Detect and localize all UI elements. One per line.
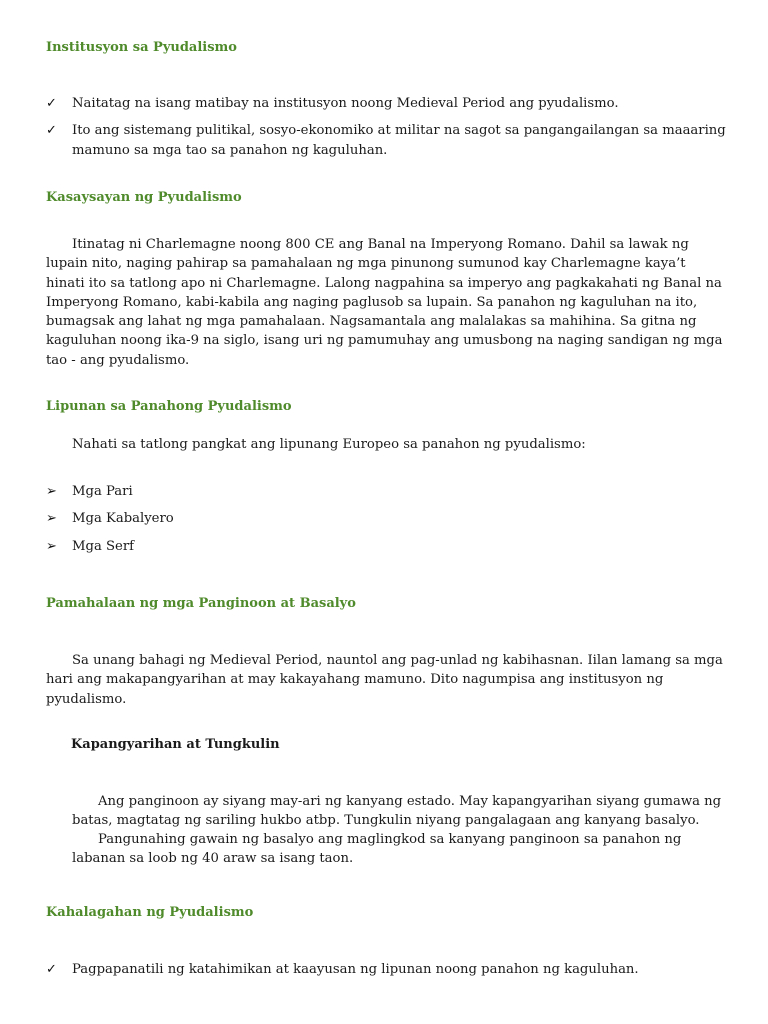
section-heading-pamahalaan: Pamahalaan ng mga Panginoon at Basalyo	[46, 596, 356, 611]
arrow-bullet-icon: ➢	[46, 484, 57, 499]
section-heading-institusyon: Institusyon sa Pyudalismo	[46, 40, 237, 55]
paragraph-basalyo: Pangunahing gawain ng basalyo ang maglingkod sa kanyang panginoon sa panahon ng labanan sa loob ng 40 araw sa isang taon.	[72, 832, 682, 867]
list-item	[46, 94, 736, 113]
paragraph-pamahalaan: Sa unang bahagi ng Medieval Period, nauntol ang pag-unlad ng kabihasnan. Iilan lamang sa mga hari ang makapangyarihan at may kakayahang mamuno. Dito nagumpisa ang institusyon ng pyudalismo.	[46, 653, 723, 707]
section-heading-kasaysayan: Kasaysayan ng Pyudalismo	[46, 190, 242, 205]
paragraph-kasaysayan: Itinatag ni Charlemagne noong 800 CE ang Banal na Imperyong Romano. Dahil sa lawak ng lupain nito, naging pahirap sa pamahalaan ng mga pinunong sumunod kay Charlemagne kaya’t hinati ito sa tatlong apo ni Charlemagne. Lalong nagpahina sa imperyo ang pagkakahati ng Banal na Imperyong Romano, kabi-kabila ang naging paglusob sa lupain. Sa panahon ng kaguluhan na ito, bumagsak ang lahat ng mga pamahalaan. Nagsamantala ang malalakas sa mahihina. Sa gitna ng kaguluhan noong ika-9 na siglo, isang uri ng pamumuhay ang umusbong na naging sandigan ng mga tao - ang pyudalismo.	[46, 237, 723, 368]
list-item	[46, 960, 736, 979]
paragraph-lipunan-intro: Nahati sa tatlong pangkat ang lipunang Europeo sa panahon ng pyudalismo:	[72, 437, 586, 452]
list-item-text: Pagpapanatili ng katahimikan at kaayusan ng lipunan noong panahon ng kaguluhan.	[72, 962, 639, 977]
subheading-kapangyarihan: Kapangyarihan at Tungkulin	[71, 737, 280, 752]
checkmark-icon: ✓	[46, 123, 57, 139]
list-item-text: Naitatag na isang matibay na institusyon noong Medieval Period ang pyudalismo.	[72, 96, 619, 111]
paragraph-panginoon: Ang panginoon ay siyang may-ari ng kanyang estado. May kapangyarihan siyang gumawa ng batas, magtatag ng sariling hukbo atbp. Tungkulin niyang pangalagaan ang kanyang basalyo.	[72, 794, 722, 829]
section-heading-kahalagahan: Kahalagahan ng Pyudalismo	[46, 905, 254, 920]
list-item-text: Ito ang sistemang pulitikal, sosyo-ekonomiko at militar na sagot sa pangangailangan sa maaaring mamuno sa mga tao sa panahon ng kaguluhan.	[72, 123, 726, 158]
arrow-bullet-icon: ➢	[46, 511, 57, 527]
list-item	[46, 121, 736, 160]
arrow-list-lipunan	[46, 482, 736, 564]
checkmark-icon: ✓	[46, 962, 57, 977]
section-heading-lipunan: Lipunan sa Panahong Pyudalismo	[46, 399, 292, 414]
list-item-text: Mga Pari	[72, 484, 133, 499]
list-item-text: Mga Kabalyero	[72, 511, 174, 527]
checklist-kahalagahan	[46, 960, 736, 987]
list-item	[46, 537, 736, 556]
list-item	[46, 482, 736, 501]
checklist-institusyon	[46, 94, 736, 168]
arrow-bullet-icon: ➢	[46, 538, 57, 554]
list-item-text: Mga Serf	[72, 538, 135, 554]
checkmark-icon: ✓	[46, 96, 57, 111]
list-item	[46, 509, 736, 528]
